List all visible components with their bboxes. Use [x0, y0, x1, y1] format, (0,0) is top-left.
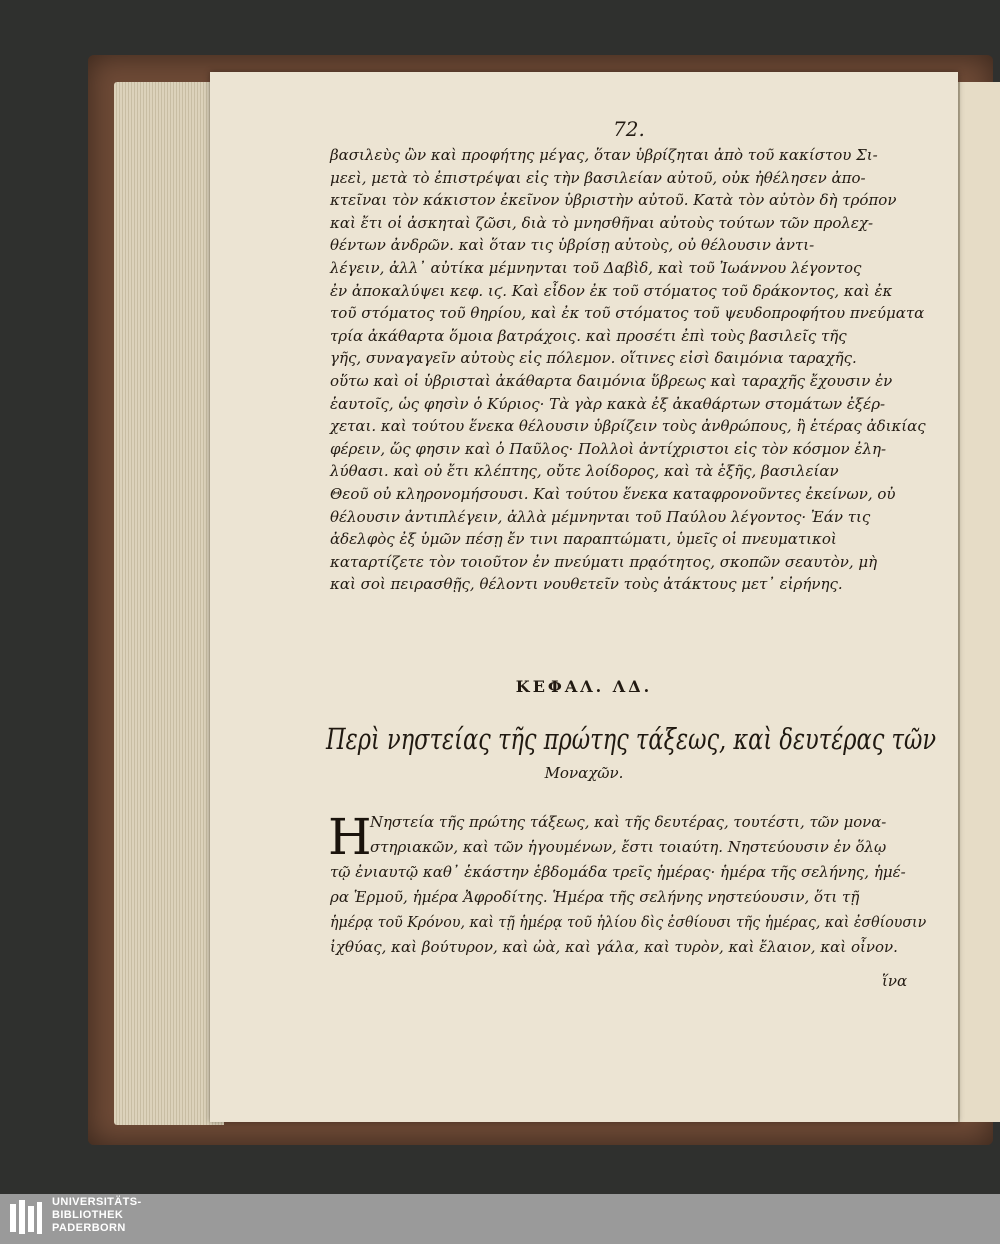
text-line: Νηστεία τῆς πρώτης τάξεως, καὶ τῆς δευτέρας, τουτέστι, τῶν μονα-: [370, 813, 887, 831]
text-line: καὶ ἔτι οἱ ἀσκηταὶ ζῶσι, διὰ τὸ μνησθῆναι αὐτοὺς τούτων τῶν προλεχ-: [330, 213, 874, 232]
chapter-heading-continuation: Μοναχῶν.: [544, 764, 624, 782]
text-line: ρα Ἑρμοῦ, ἡμέρα Ἀφροδίτης. Ἡμέρα τῆς σελήνης νηστεύουσιν, ὅτι τῇ: [330, 888, 860, 906]
chapter-label: ΚΕΦΑΛ. ΛΔ.: [515, 677, 653, 696]
text-line: γῆς, συναγαγεῖν αὐτοὺς εἰς πόλεμον. οἵτινες εἰσὶ δαιμόνια ταραχῆς.: [330, 349, 857, 368]
text-line: Θεοῦ οὐ κληρονομήσουσι. Καὶ τούτου ἕνεκα καταφρονοῦντες ἐκείνων, οὐ: [330, 484, 896, 503]
text-line: καταρτίζετε τὸν τοιοῦτον ἐν πνεύματι πρᾳότητος, σκοπῶν σεαυτὸν, μὴ: [330, 552, 878, 571]
chapter-body-text: [330, 810, 926, 960]
text-line: καὶ σοὶ πειρασθῇς, θέλοντι νουθετεῖν τοὺς ἀτάκτους μετ᾽ εἰρήνης.: [330, 575, 843, 594]
text-line: ἡμέρᾳ τοῦ Κρόνου, καὶ τῇ ἡμέρᾳ τοῦ ἡλίου δὶς ἐσθίουσι τῆς ἡμέρας, καὶ ἐσθίουσιν: [330, 913, 927, 931]
text-line: λύθασι. καὶ οὐ ἔτι κλέπτης, οὔτε λοίδορος, καὶ τὰ ἑξῆς, βασιλείαν: [330, 462, 839, 481]
drop-capital: Η: [328, 808, 372, 866]
footer-bar: [0, 1194, 1000, 1244]
text-line: τοῦ στόματος τοῦ θηρίου, καὶ ἐκ τοῦ στόματος τοῦ ψευδοπροφήτου πνεύματα: [330, 304, 925, 323]
text-line: φέρειν, ὥς φησιν καὶ ὁ Παῦλος· Πολλοὶ ἀντίχριστοι εἰς τὸν κόσμον ἐλη-: [330, 439, 887, 458]
text-line: μεεὶ, μετὰ τὸ ἐπιστρέψαι εἰς τὴν βασιλείαν αὐτοῦ, οὐκ ἠθέλησεν ἀπο-: [330, 168, 866, 187]
text-line: ἀδελφὸς ἐξ ὑμῶν πέσῃ ἔν τινι παραπτώματι, ὑμεῖς οἱ πνευματικοὶ: [330, 530, 837, 549]
text-line: οὕτω καὶ οἱ ὑβρισταὶ ἀκάθαρτα δαιμόνια ὕβρεως καὶ ταραχῆς ἔχουσιν ἐν: [330, 371, 893, 390]
catchword: ἵνα: [882, 972, 908, 990]
text-line: ἰχθύας, καὶ βούτυρον, καὶ ὠὰ, καὶ γάλα, καὶ τυρὸν, καὶ ἔλαιον, καὶ οἶνον.: [330, 938, 898, 956]
text-line: κτεῖναι τὸν κάκιστον ἐκεῖνον ὑβριστὴν αὐτοῦ. Κατὰ τὸν αὐτὸν δὴ τρόπον: [330, 191, 897, 210]
text-line: ἑαυτοῖς, ὡς φησὶν ὁ Κύριος· Τὰ γὰρ κακὰ ἐξ ἀκαθάρτων στομάτων ἐξέρ-: [330, 394, 886, 413]
logo-line: PADERBORN: [52, 1222, 126, 1234]
text-line: θέντων ἀνδρῶν. καὶ ὅταν τις ὑβρίσῃ αὐτοὺς, οὐ θέλουσιν ἀντι-: [330, 236, 815, 255]
page-number: 72.: [613, 117, 645, 141]
text-line: τρία ἀκάθαρτα ὅμοια βατράχοις. καὶ προσέτι ἐπὶ τοὺς βασιλεῖς τῆς: [330, 326, 847, 345]
text-line: λέγειν, ἀλλ᾽ αὐτίκα μέμνηνται τοῦ Δαβὶδ, καὶ τοῦ Ἰωάννου λέγοντος: [330, 258, 862, 277]
book-page: [210, 72, 958, 1122]
library-logo-icon: [8, 1198, 44, 1238]
text-line: ἐν ἀποκαλύψει κεφ. ιϛ. Καὶ εἶδον ἐκ τοῦ στόματος τοῦ δράκοντος, καὶ ἐκ: [330, 281, 893, 300]
facing-page-edge: [958, 82, 1000, 1122]
text-line: τῷ ἐνιαυτῷ καθ᾽ ἑκάστην ἑβδομάδα τρεῖς ἡμέρας· ἡμέρα τῆς σελήνης, ἡμέ-: [330, 863, 906, 881]
text-line: χεται. καὶ τούτου ἕνεκα θέλουσιν ὑβρίζειν τοὺς ἀνθρώπους, ἢ ἑτέρας ἀδικίας: [330, 417, 926, 436]
body-text: [330, 144, 926, 596]
logo-line: UNIVERSITÄTS-: [52, 1196, 142, 1208]
logo-line: BIBLIOTHEK: [52, 1209, 124, 1221]
library-logo-text: [52, 1196, 142, 1235]
text-line: στηριακῶν, καὶ τῶν ἡγουμένων, ἔστι τοιαύτη. Νηστεύουσιν ἐν ὅλῳ: [370, 838, 887, 856]
text-line: θέλουσιν ἀντιπλέγειν, ἀλλὰ μέμνηνται τοῦ Παύλου λέγοντος· Ἐάν τις: [330, 507, 871, 526]
page-edges: [114, 82, 224, 1125]
chapter-heading: Περὶ νηστείας τῆς πρώτης τάξεως, καὶ δευτέρας τῶν: [326, 722, 937, 756]
text-line: βασιλεὺς ὢν καὶ προφήτης μέγας, ὅταν ὑβρίζηται ἀπὸ τοῦ κακίστου Σι-: [330, 146, 878, 164]
